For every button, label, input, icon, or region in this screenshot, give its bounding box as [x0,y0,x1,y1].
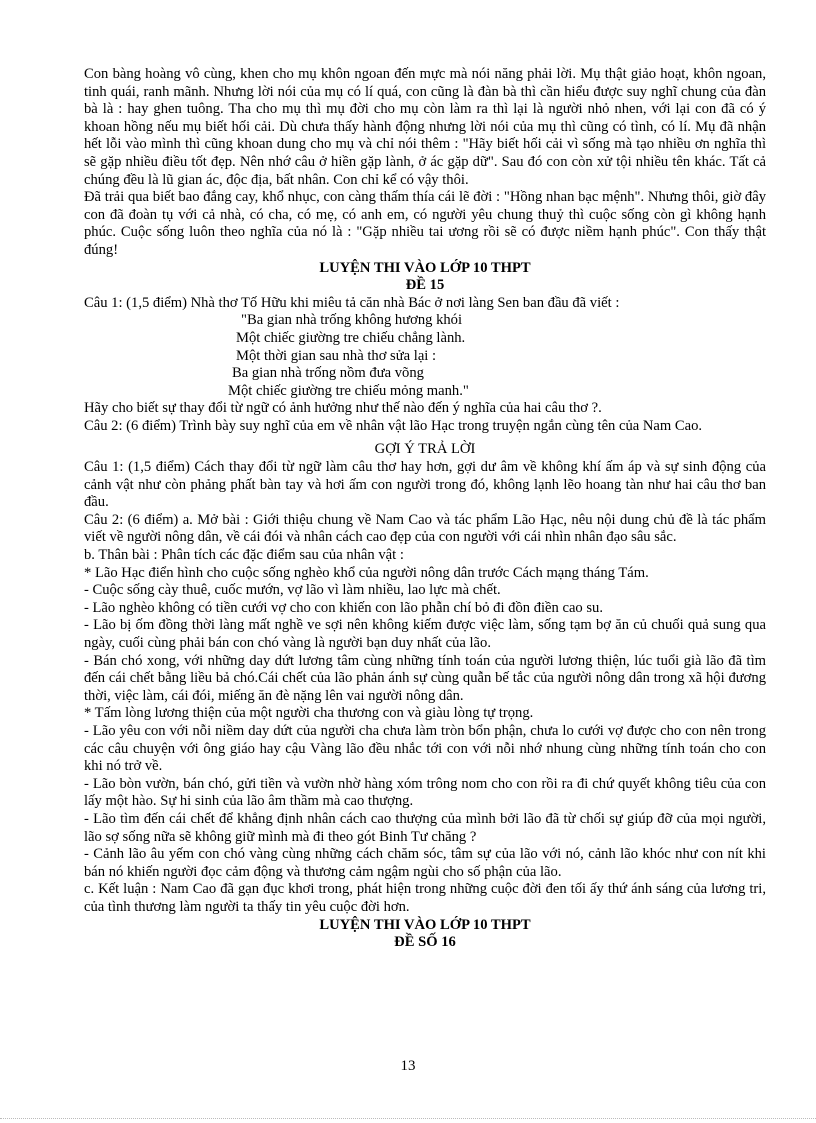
answer-paragraph: * Tấm lòng lương thiện của một người cha thương con và giàu lòng tự trọng. [84,705,534,722]
exam16-number: ĐỀ SỐ 16 [394,934,456,951]
poem-line: Một chiếc giường tre chiếu chẳng lành. [236,329,466,346]
answer-paragraph: * Lão Hạc điển hình cho cuộc sống nghèo khổ của người nông dân trước Cách mạng tháng Tám. [84,564,649,581]
poem-line: Ba gian nhà trống nồm đưa võng [232,365,424,382]
poem-line: Một chiếc giường tre chiếu mỏng manh." [228,382,469,399]
poem-block [84,312,766,400]
intro-paragraph-1: Con bàng hoàng vô cùng, khen cho mụ khôn ngoan đến mực mà nói năng phải lời. Mụ thật giảo hoạt, khôn ngoan, tinh quái, ranh mãnh. Nhưng lời nói của mụ có lí quá, con cũng là đàn bà thì cần hiểu được suy nghĩ chung của đàn bà là : hay ghen tuông. Tha cho mụ thì mụ đời cho mụ còn làm ra thì lại là người nhỏ nhen, với lại con đã có ý khoan hồng nếu mụ biết hối cải. Dù chưa thấy hành động nhưng lời nói của mụ thì cũng có tình, có lí. Mụ đã nhận hết lỗi vào mình thì cũng khoan dung cho mụ và chỉ nói thêm : "Hãy biết hối cải vì sống mà tạo nhiều ơn nghĩa thì sẽ gặp nhiều điều tốt đẹp. Nên nhớ câu ở hiền gặp lành, ở ác gặp dữ". Sau đó con còn xử tội nhiều tên khác. Tất cả chúng đều là lũ gian ác, độc địa, bất nhân. Con chỉ kể có vậy thôi. [84,66,766,188]
exam15-question2: Câu 2: (6 điểm) Trình bày suy nghĩ của em về nhân vật lão Hạc trong truyện ngắn cùng tên của Nam Cao. [84,417,703,434]
answer-paragraph: - Bán chó xong, với những day dứt lương tâm cùng những tính toán của người lương thiện, lúc tuổi già lão đã tìm đến cái chết bằng liều bả chó.Cái chết của lão phản ánh sự cùng quẫn bế tắc của người nông dân trong xã hội đương thời, việc làm, cái đói, miếng ăn đè nặng lên vai người nông dân. [84,652,766,704]
answer-paragraph: - Lão yêu con với nỗi niềm day dứt của người cha chưa làm tròn bổn phận, chưa lo cưới vợ được cho con nên trong các câu chuyện với ông giáo hay cậu Vàng lão đều nhắc tới con với nỗi nhớ nhung cùng những tính toán cho con khi nó trở về. [84,722,766,775]
answer-paragraph: - Lão nghèo không có tiền cưới vợ cho con khiến con lão phẫn chí bỏ đi đồn điền cao su. [84,599,603,616]
exam16-title: LUYỆN THI VÀO LỚP 10 THPT [319,916,531,933]
exam15-title: LUYỆN THI VÀO LỚP 10 THPT [319,259,531,276]
answer-paragraph: - Lão bòn vườn, bán chó, gửi tiền và vườn nhờ hàng xóm trông nom cho con rồi ra đi chứ quyết không tiêu của con lấy một hào. Sự hi sinh của lão âm thầm mà cao thượng. [84,775,766,810]
page-bottom-rule [0,1118,816,1119]
answer-paragraph: - Cuộc sống cày thuê, cuốc mướn, vợ lão vì làm nhiều, lao lực mà chết. [84,582,501,599]
page-number: 13 [400,1058,416,1074]
poem-line: Một thời gian sau nhà thơ sửa lại : [236,347,437,364]
answer-paragraph: c. Kết luận : Nam Cao đã gạn đục khơi trong, phát hiện trong những cuộc đời đen tối ấy thứ ánh sáng của lương tri, của tình thương làm người ta thấy tin yêu cuộc đời hơn. [84,881,766,915]
exam15-question1-prompt: Hãy cho biết sự thay đổi từ ngữ có ảnh hưởng như thế nào đến ý nghĩa của hai câu thơ ?. [84,400,602,417]
answer-paragraph: - Cảnh lão âu yếm con chó vàng cùng những cách chăm sóc, tâm sự của lão với nó, cảnh lão khóc như con nít khi bán nó khiến người đọc cảm động và thương cảm ngậm ngùi cho số phận của lão. [84,846,766,880]
intro-paragraph-2: Đã trải qua biết bao đắng cay, khổ nhục, con càng thấm thía cái lẽ đời : "Hồng nhan bạc mệnh". Nhưng thôi, giờ đây con đã đoàn tụ với cả nhà, có cha, có mẹ, có anh em, có người yêu chung thuỷ thì cuộc sống còn gì không hạnh phúc. Cuộc sống luôn theo nghĩa của nó là : "Gặp nhiều tai ương rồi sẽ có được niềm hạnh phúc". Con thấy thật đúng! [84,189,766,258]
document-page [84,66,766,952]
answers-title: GỢI Ý TRẢ LỜI [374,441,476,458]
answer-paragraph: - Lão bị ốm đồng thời làng mất nghề ve sợi nên không kiếm được việc làm, sống tạm bợ ăn củ chuối quả sung qua ngày, cuối cùng phải bán con chó vàng là người bạn duy nhất của lão. [84,617,766,651]
exam15-question1-intro: Câu 1: (1,5 điểm) Nhà thơ Tố Hữu khi miêu tả căn nhà Bác ở nơi làng Sen ban đầu đã viết : [84,294,620,311]
poem-line: "Ba gian nhà trống không hương khói [241,312,463,329]
answer-paragraph: b. Thân bài : Phân tích các đặc điểm sau của nhân vật : [84,547,404,564]
answer-paragraph: Câu 1: (1,5 điểm) Cách thay đổi từ ngữ làm câu thơ hay hơn, gợi dư âm về không khí ấm áp và sự sinh động của cảnh vật như còn phảng phất bàn tay và hơi ấm con người trong đó, không lạnh lẽo hoang tàn như hai câu thơ ban đầu. [84,459,766,511]
answer-paragraph: - Lão tìm đến cái chết để khẳng định nhân cách cao thượng của mình bởi lão đã từ chối sự giúp đỡ của mọi người, lão sợ sống nữa sẽ không giữ mình mà đi theo gót Binh Tư chăng ? [84,810,766,845]
exam15-number: ĐỀ 15 [405,277,445,294]
answer-paragraph: Câu 2: (6 điểm) a. Mở bài : Giới thiệu chung về Nam Cao và tác phẩm Lão Hạc, nêu nội dung chủ đề là tác phẩm viết về người nông dân, về cái đói và nhân cách cao đẹp của con người với cái nhìn nhân đạo sâu sắc. [84,511,766,546]
